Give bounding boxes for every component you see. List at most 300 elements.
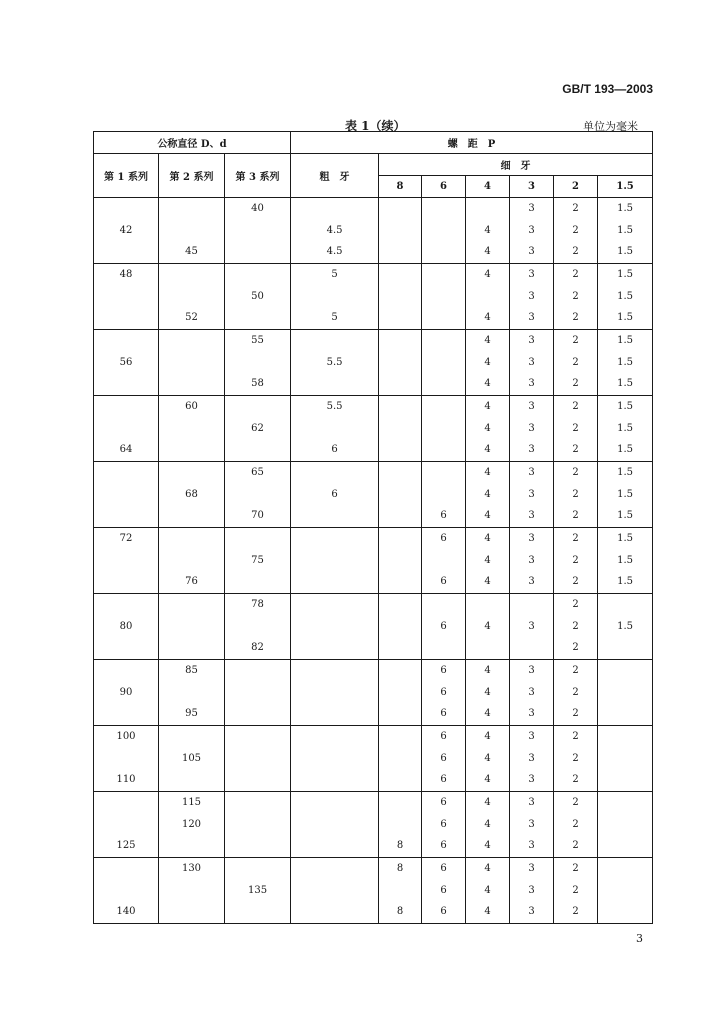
cell-value [159,330,224,352]
cell-value [94,814,158,836]
cell-fine-8 [379,198,422,264]
cell-value [159,682,224,704]
header-fine-1-5: 1.5 [598,176,653,198]
cell-value: 1.5 [617,444,634,456]
cell-value [159,835,224,857]
cell-value: 120 [181,818,202,830]
cell-value: 45 [185,246,198,258]
cell-value: 3 [528,818,535,830]
cell-value [225,769,290,791]
table-caption: 表 1（续） [345,119,406,133]
cell-value [379,682,421,704]
cell-value [379,198,421,220]
cell-series-1 [94,330,159,396]
cell-value: 4 [484,862,491,874]
cell-value: 4 [484,532,491,544]
cell-value: 1.5 [617,488,634,500]
cell-value: 4 [484,356,491,368]
cell-value: 1.5 [617,554,634,566]
cell-series-1 [94,462,159,528]
cell-value [598,769,652,791]
cell-value: 2 [572,290,579,302]
cell-value [379,880,421,902]
cell-value: 4 [484,444,491,456]
cell-value: 2 [572,532,579,544]
cell-value: 1.5 [617,356,634,368]
cell-value: 5.5 [326,356,343,368]
cell-value: 2 [572,224,579,236]
cell-value: 3 [528,576,535,588]
cell-fine-4 [466,858,510,924]
cell-series-3 [225,198,291,264]
cell-value [379,528,421,550]
cell-value [94,748,158,770]
cell-value: 8 [396,840,404,852]
cell-value [598,703,652,725]
header-fine-6: 6 [422,176,466,198]
cell-value [379,748,421,770]
cell-value: 4 [484,840,491,852]
cell-value: 6 [440,532,447,544]
cell-series-3 [225,264,291,330]
cell-fine-8 [379,660,422,726]
cell-value: 1.5 [617,290,634,302]
cell-value [422,286,465,308]
cell-value: 6 [440,664,447,676]
cell-value: 4 [484,312,491,324]
cell-value [379,373,421,395]
cell-value [94,396,158,418]
cell-series-2 [159,528,225,594]
cell-value: 3 [528,246,535,258]
cell-value [466,198,509,220]
cell-value [291,748,378,770]
header-fine-8: 8 [379,176,422,198]
table-unit: 单位为毫米 [583,120,638,133]
cell-value: 64 [119,444,133,456]
cell-value: 4 [484,686,491,698]
header-fine-4: 4 [466,176,510,198]
cell-value: 6 [440,708,447,720]
cell-value: 2 [572,378,579,390]
cell-value: 2 [572,246,579,258]
cell-value [159,726,224,748]
cell-value: 3 [528,664,535,676]
cell-value [291,594,378,616]
cell-fine-1-5 [598,858,653,924]
cell-fine-4 [466,792,510,858]
cell-value [291,505,378,527]
cell-value [225,901,290,923]
cell-value [225,571,290,593]
cell-series-3 [225,396,291,462]
cell-fine-2 [554,462,598,528]
cell-value [94,594,158,616]
cell-value [94,660,158,682]
cell-value: 100 [116,730,136,742]
cell-value: 3 [528,312,535,324]
cell-value: 6 [440,862,447,874]
cell-value: 4 [484,510,491,522]
cell-value [379,703,421,725]
cell-value: 2 [572,444,579,456]
cell-value: 4 [484,796,491,808]
cell-value [379,439,421,461]
cell-value: 6 [440,884,447,896]
cell-fine-6 [422,792,466,858]
cell-value: 4 [484,422,491,434]
cell-coarse [291,462,379,528]
cell-series-3 [225,858,291,924]
cell-value: 70 [251,510,264,522]
header-fine-3: 3 [510,176,554,198]
cell-value [291,330,378,352]
cell-coarse [291,330,379,396]
cell-value [159,505,224,527]
cell-value: 4 [484,774,491,786]
cell-fine-3 [510,726,554,792]
cell-value [225,484,290,506]
cell-value [291,528,378,550]
cell-value: 3 [528,378,535,390]
cell-value: 4 [484,466,491,478]
cell-value [379,484,421,506]
cell-value: 110 [116,774,136,786]
page-number: 3 [636,932,643,945]
cell-value [422,594,465,616]
cell-value [291,726,378,748]
cell-value: 3 [528,202,535,214]
cell-value: 2 [572,488,579,500]
cell-value [291,660,378,682]
cell-value: 60 [185,400,198,412]
cell-value [422,418,465,440]
cell-value [422,307,465,329]
header-series-2: 第 2 系列 [159,154,225,198]
cell-value [94,703,158,725]
cell-value [598,835,652,857]
cell-value: 105 [181,752,202,764]
cell-value [225,264,290,286]
cell-value [379,241,421,263]
cell-value: 3 [528,840,535,852]
cell-value [291,703,378,725]
cell-value: 95 [185,708,198,720]
cell-value [598,880,652,902]
cell-value [159,616,224,638]
cell-value [291,373,378,395]
cell-value: 56 [119,356,133,368]
cell-value: 1.5 [617,378,634,390]
cell-value [159,264,224,286]
cell-fine-4 [466,396,510,462]
cell-coarse [291,594,379,660]
table-row [94,858,653,924]
cell-fine-2 [554,726,598,792]
cell-fine-1-5 [598,330,653,396]
cell-value: 4 [484,884,491,896]
cell-coarse [291,396,379,462]
cell-fine-1-5 [598,594,653,660]
cell-value: 2 [572,598,579,610]
table-row [94,330,653,396]
cell-value [422,198,465,220]
cell-value: 3 [528,686,535,698]
cell-value [159,594,224,616]
cell-value [598,637,652,659]
cell-value: 2 [572,268,579,280]
cell-value [94,462,158,484]
cell-value [379,220,421,242]
cell-value [225,307,290,329]
cell-value [379,594,421,616]
cell-value [159,352,224,374]
cell-value [510,637,553,659]
cell-value [94,307,158,329]
cell-series-1 [94,594,159,660]
cell-value: 40 [251,202,264,214]
cell-value: 3 [528,290,535,302]
cell-coarse [291,264,379,330]
cell-value [94,637,158,659]
cell-value: 2 [572,840,579,852]
cell-value: 65 [251,466,264,478]
cell-fine-4 [466,528,510,594]
cell-value [291,286,378,308]
cell-value: 3 [528,224,535,236]
cell-value: 6 [440,796,447,808]
cell-fine-4 [466,726,510,792]
cell-value: 6 [440,752,447,764]
cell-value [159,528,224,550]
cell-value: 3 [528,466,535,478]
cell-value: 2 [572,708,579,720]
cell-value [225,616,290,638]
cell-value: 6 [331,444,338,456]
cell-value [379,462,421,484]
cell-value: 75 [251,554,264,566]
cell-value: 6 [440,774,447,786]
cell-value: 42 [119,224,133,236]
cell-value [291,198,378,220]
cell-value [159,198,224,220]
cell-value: 1.5 [617,620,634,632]
cell-value: 3 [528,708,535,720]
cell-value [159,439,224,461]
cell-value: 2 [572,620,579,632]
cell-fine-1-5 [598,198,653,264]
cell-value: 2 [572,400,579,412]
cell-value: 6 [440,686,447,698]
cell-series-1 [94,396,159,462]
cell-value [291,682,378,704]
cell-value [225,814,290,836]
cell-value: 1.5 [617,422,634,434]
cell-coarse [291,528,379,594]
cell-fine-8 [379,528,422,594]
cell-value: 1.5 [617,246,634,258]
cell-fine-2 [554,528,598,594]
cell-coarse [291,198,379,264]
cell-value [598,660,652,682]
table-row [94,396,653,462]
cell-fine-6 [422,594,466,660]
cell-value [466,637,509,659]
cell-value: 5 [331,268,338,280]
cell-value [379,637,421,659]
cell-value: 3 [528,884,535,896]
cell-value [291,571,378,593]
cell-value [598,726,652,748]
cell-fine-2 [554,792,598,858]
cell-fine-8 [379,462,422,528]
cell-value: 6 [440,576,447,588]
table-row [94,726,653,792]
cell-fine-8 [379,726,422,792]
cell-value [379,418,421,440]
cell-value: 3 [528,730,535,742]
cell-value: 2 [572,774,579,786]
cell-value [291,769,378,791]
cell-series-3 [225,330,291,396]
cell-value: 3 [528,400,535,412]
cell-value: 6 [440,510,447,522]
cell-value [159,769,224,791]
cell-value [94,571,158,593]
cell-value: 4 [484,224,491,236]
cell-value: 2 [572,312,579,324]
cell-value: 78 [251,598,264,610]
cell-series-3 [225,660,291,726]
cell-value: 4.5 [326,246,343,258]
cell-value: 48 [119,268,133,280]
thread-pitch-table [93,131,653,924]
cell-fine-6 [422,264,466,330]
table-row [94,594,653,660]
cell-value [379,505,421,527]
cell-series-1 [94,726,159,792]
cell-value: 2 [572,862,579,874]
cell-series-2 [159,792,225,858]
cell-fine-2 [554,330,598,396]
cell-fine-3 [510,792,554,858]
header-series-1: 第 1 系列 [94,154,159,198]
header-nominal-diameter: 公称直径 D、d [94,132,291,154]
cell-value [379,814,421,836]
table-row [94,792,653,858]
cell-value: 82 [251,642,264,654]
cell-value: 1.5 [617,466,634,478]
cell-value [422,396,465,418]
cell-fine-8 [379,858,422,924]
cell-value [225,792,290,814]
cell-value: 4 [484,730,491,742]
cell-value: 3 [528,554,535,566]
cell-value: 4 [484,488,491,500]
cell-value: 1.5 [617,224,634,236]
cell-value: 4 [484,664,491,676]
cell-value [379,792,421,814]
cell-value [379,352,421,374]
cell-value: 50 [251,290,264,302]
cell-value: 58 [251,378,264,390]
cell-fine-3 [510,528,554,594]
cell-value [225,703,290,725]
cell-fine-6 [422,396,466,462]
cell-value [422,462,465,484]
cell-fine-4 [466,198,510,264]
cell-value [291,550,378,572]
cell-fine-8 [379,594,422,660]
cell-fine-8 [379,396,422,462]
cell-value [422,352,465,374]
cell-value [598,814,652,836]
cell-value: 3 [528,488,535,500]
cell-value [291,418,378,440]
cell-series-2 [159,594,225,660]
cell-value [225,835,290,857]
cell-fine-3 [510,198,554,264]
cell-value: 4 [484,378,491,390]
cell-value [94,373,158,395]
cell-value [422,484,465,506]
cell-value [159,220,224,242]
cell-value [94,241,158,263]
cell-value: 3 [528,796,535,808]
cell-fine-3 [510,594,554,660]
cell-value: 1.5 [617,312,634,324]
cell-value [598,682,652,704]
cell-value: 3 [528,268,535,280]
cell-value: 4 [484,268,491,280]
cell-value: 2 [572,334,579,346]
cell-coarse [291,858,379,924]
cell-series-1 [94,792,159,858]
cell-value: 85 [185,664,198,676]
cell-value: 3 [528,906,535,918]
cell-value: 2 [572,730,579,742]
cell-value [225,748,290,770]
cell-value [291,858,378,880]
cell-value [422,330,465,352]
cell-value: 3 [528,752,535,764]
cell-value: 1.5 [617,576,634,588]
cell-value [94,505,158,527]
cell-value [94,792,158,814]
cell-value: 3 [528,510,535,522]
cell-value [422,550,465,572]
cell-value: 2 [572,466,579,478]
cell-value [225,396,290,418]
cell-value: 6 [440,730,447,742]
cell-fine-2 [554,858,598,924]
cell-fine-6 [422,462,466,528]
cell-fine-8 [379,330,422,396]
cell-value: 3 [528,356,535,368]
cell-series-1 [94,198,159,264]
cell-value: 2 [572,510,579,522]
cell-series-2 [159,726,225,792]
cell-fine-2 [554,594,598,660]
cell-value [379,286,421,308]
cell-fine-2 [554,396,598,462]
cell-value: 2 [572,422,579,434]
cell-coarse [291,660,379,726]
cell-fine-4 [466,660,510,726]
cell-value: 3 [528,532,535,544]
cell-series-2 [159,198,225,264]
cell-value: 3 [528,862,535,874]
